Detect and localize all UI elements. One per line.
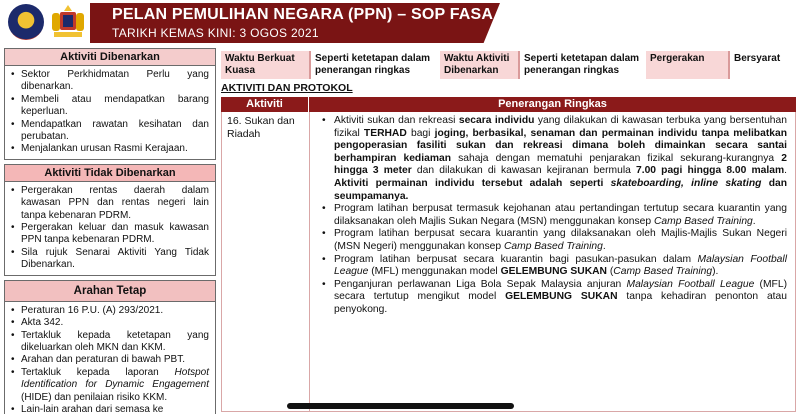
standing-orders-heading: Arahan Tetap [5,281,215,302]
list-item: • Tertakluk kepada ketetapan yang dikeluarkan oleh MKN dan KKM. [11,330,209,355]
list-item: • Pergerakan keluar dan masuk kawasan PPN tanpa kebenaran PDRM. [11,222,209,247]
list-item: • Arahan dan peraturan di bawah PBT. [11,354,209,366]
activity-name: 16. Sukan dan Riadah [222,112,310,411]
description-item: • Penganjuran perlawanan Liga Bola Sepak Malaysia anjuran Malaysian Football League (MFL) secara tertutup mengikut model GELEMBUNG SUKAN tanpa kehadiran penonton atau penyokong. [322,279,787,317]
list-item: • Sektor Perkhidmatan Perlu yang dibenarkan. [11,69,209,94]
list-item: • Lain-lain arahan dari semasa ke [11,404,209,414]
list-item: • Pergerakan rentas daerah dalam kawasan PPN dan rentas negeri lain tanpa kebenaran PDRM. [11,185,209,222]
allowed-activities-box [4,48,216,160]
allowed-activities-heading: Aktiviti Dibenarkan [5,49,215,66]
legend-movement-label: Pergerakan [646,51,728,79]
legend-activity-time-label: Waktu Aktiviti Dibenarkan [440,51,518,79]
table-header [221,97,796,112]
left-panel [4,48,216,414]
main-content [221,51,796,414]
list-item: • Membeli atau mendapatkan barang keperluan. [11,94,209,119]
legend-movement-value: Bersyarat [728,51,796,79]
list-item: • Tertakluk kepada laporan Hotspot Identification for Dynamic Engagement (HIDE) dan penilaian risiko KKM. [11,367,209,404]
list-item: • Mendapatkan rawatan kesihatan dan perubatan. [11,119,209,144]
not-allowed-activities-heading: Aktiviti Tidak Dibenarkan [5,165,215,182]
list-item: • Akta 342. [11,317,209,329]
page-title: PELAN PEMULIHAN NEGARA (PPN) – SOP FASA 1 [112,6,507,23]
list-item: • Menjalankan urusan Rasmi Kerajaan. [11,143,209,155]
description-item: • Program latihan berpusat secara kuarantin yang dilaksanakan oleh Majlis-Majlis Sukan Negeri (MSN Negeri) menggunakan konsep Camp Based Training. [322,228,787,253]
description-item: • Program latihan berpusat secara kuarantin bagi pasukan-pasukan dalam Malaysian Football League (MFL) menggunakan model GELEMBUNG SUKAN (Camp Based Training). [322,254,787,279]
police-emblem-logo [8,4,44,40]
list-item: • Sila rujuk Senarai Aktiviti Yang Tidak Dibenarkan. [11,247,209,272]
description-item: • Program latihan berpusat termasuk kejohanan atau pertandingan tertutup secara kuarantin yang dilaksanakan oleh Majlis Sukan Negara (MSN) menggunakan konsep Camp Based Training. [322,203,787,228]
legend-bar [221,51,796,79]
legend-enforcement-time-value: Seperti ketetapan dalam penerangan ringkas [309,51,440,79]
home-indicator[interactable] [287,403,514,409]
description-item: • Aktiviti sukan dan rekreasi secara individu yang dilakukan di kawasan terbuka yang bersentuhan fizikal TERHAD bagi joging, berbasikal, senaman dan permainan individu tanpa melibatkan pengoperasian fasiliti sukan dan rekreasi dimana boleh dimainkan secara santai berhampiran kediaman sahaja dengan mematuhi penjarakan fizikal sekurang-kurangnya 2 hingga 3 meter dan dilakukan di kawasan kejiranan bermula 7.00 pagi hingga 8.00 malam. Aktiviti permainan individu tersebut adalah seperti skateboarding, inline skating dan seumpamanya. [322,115,787,203]
legend-activity-time-value: Seperti ketetapan dalam penerangan ringkas [518,51,646,79]
table-row [221,112,796,412]
page-header [0,0,800,46]
malaysia-coat-of-arms-logo [48,3,88,41]
not-allowed-activities-box [4,164,216,276]
standing-orders-box [4,280,216,414]
section-label: AKTIVITI DAN PROTOKOL [221,82,353,94]
activity-description [310,112,795,411]
update-date: TARIKH KEMAS KINI: 3 OGOS 2021 [112,26,319,40]
list-item: • Peraturan 16 P.U. (A) 293/2021. [11,305,209,317]
legend-enforcement-time-label: Waktu Berkuat Kuasa [221,51,309,79]
column-header-description: Penerangan Ringkas [498,98,607,110]
column-header-activity: Aktiviti [221,97,309,112]
